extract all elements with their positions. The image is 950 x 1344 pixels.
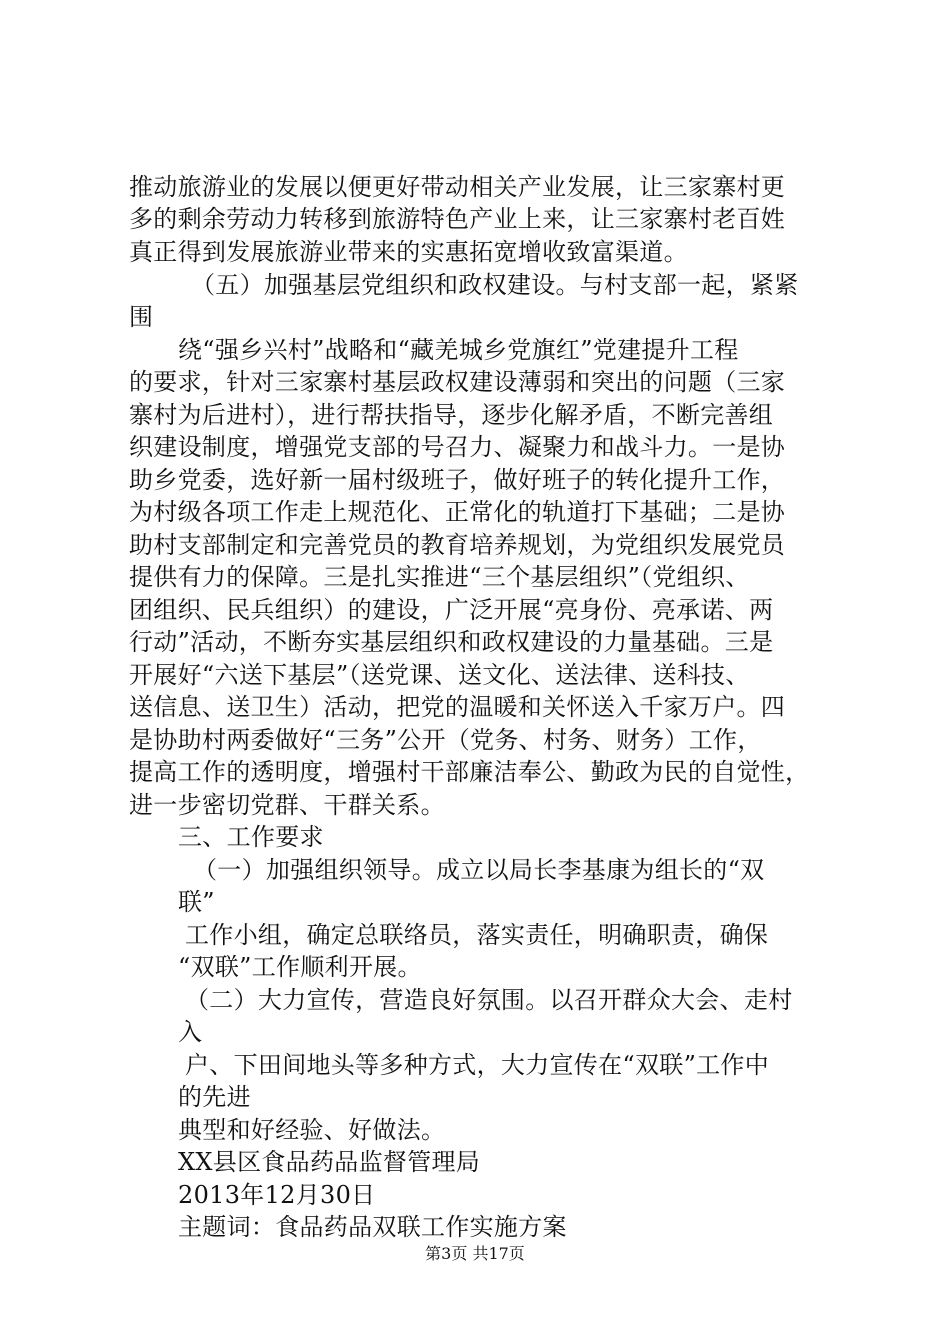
- text-line: （五）加强基层党组织和政权建设。与村支部一起，紧紧: [191, 271, 799, 299]
- date-line: 2013年12月30日: [178, 1181, 376, 1209]
- text-line: 开展好“六送下基层”（送党课、送文化、送法律、送科技、: [129, 661, 750, 689]
- text-line: 行动”活动，不断夯实基层组织和政权建设的力量基础。三是: [129, 628, 774, 656]
- text-line: 真正得到发展旅游业带来的实惠拓宽增收致富渠道。: [129, 238, 688, 266]
- text-line: 进一步密切党群、干群关系。: [129, 791, 445, 819]
- text-line: 的要求，针对三家寨村基层政权建设薄弱和突出的问题（三家: [129, 368, 786, 396]
- text-line: 团组织、民兵组织）的建设，广泛开展“亮身份、亮承诺、两: [129, 596, 774, 624]
- text-line: “双联”工作顺利开展。: [178, 953, 422, 981]
- text-line: 为村级各项工作走上规范化、正常化的轨道打下基础；二是协: [129, 498, 786, 526]
- text-line: 是协助村两委做好“三务”公开（党务、村务、财务）工作，: [129, 726, 762, 754]
- text-line: （二）大力宣传，营造良好氛围。以召开群众大会、走村: [185, 986, 793, 1014]
- text-line: 送信息、送卫生）活动，把党的温暖和关怀送入千家万户。四: [129, 693, 786, 721]
- text-line: 的先进: [178, 1083, 251, 1111]
- text-line: 寨村为后进村），进行帮扶指导，逐步化解矛盾，不断完善组: [129, 401, 774, 429]
- text-line: 典型和好经验、好做法。: [178, 1116, 446, 1144]
- text-line: （一）加强组织领导。成立以局长李基康为组长的“双: [193, 856, 765, 884]
- text-line: 提高工作的透明度，增强村干部廉洁奉公、勤政为民的自觉性，: [129, 758, 810, 786]
- text-line: 提供有力的保障。三是扎实推进“三个基层组织”（党组织、: [129, 563, 750, 591]
- text-line: 联”: [178, 888, 215, 916]
- text-line: 入: [178, 1018, 203, 1046]
- text-line: 推动旅游业的发展以便更好带动相关产业发展，让三家寨村更: [129, 173, 786, 201]
- text-line: 助乡党委，选好新一届村级班子，做好班子的转化提升工作，: [129, 466, 786, 494]
- text-line: 工作小组，确定总联络员，落实责任，明确职责，确保: [185, 921, 769, 949]
- text-line: 织建设制度，增强党支部的号召力、凝聚力和战斗力。一是协: [129, 433, 786, 461]
- text-line: 多的剩余劳动力转移到旅游特色产业上来，让三家寨村老百姓: [129, 205, 786, 233]
- text-line: 绕“强乡兴村”战略和“藏羌城乡党旗红”党建提升工程: [178, 336, 739, 364]
- text-line: 围: [129, 303, 154, 331]
- issuer-line: XX县区食品药品监督管理局: [178, 1148, 481, 1176]
- section-heading: 三、工作要求: [178, 823, 324, 851]
- text-line: 户、下田间地头等多种方式，大力宣传在“双联”工作中: [185, 1051, 770, 1079]
- page-footer: 第3页 共17页: [425, 1244, 525, 1263]
- text-line: 助村支部制定和完善党员的教育培养规划，为党组织发展党员: [129, 531, 786, 559]
- keywords-line: 主题词：食品药品双联工作实施方案: [178, 1213, 567, 1241]
